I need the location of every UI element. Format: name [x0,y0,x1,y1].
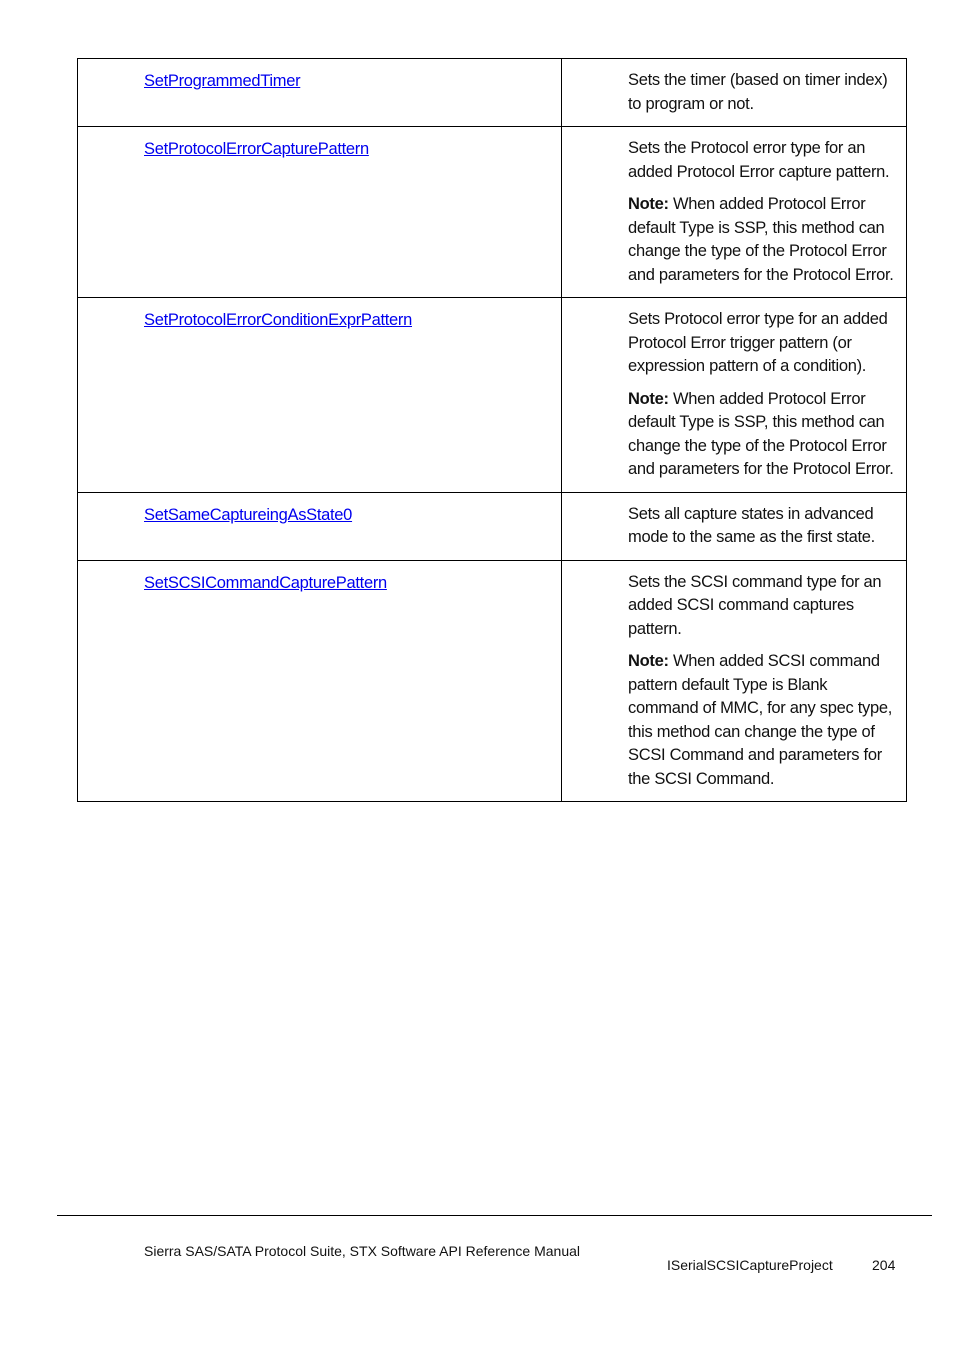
method-table [77,58,907,802]
method-note [628,650,898,791]
method-name-cell [78,492,562,560]
method-note [628,193,898,287]
method-link-set-programmed-timer[interactable]: SetProgrammedTimer [144,72,301,90]
note-label: Note: [628,195,669,213]
method-name-cell [78,560,562,802]
table-row [78,492,907,560]
note-text: When added Protocol Error default Type is SSP, this method can change the type of the Protocol Error and parameters for the Protocol Error. [628,195,894,284]
method-name-cell [78,298,562,493]
method-description: Sets all capture states in advanced mode to the same as the first state. [628,504,875,546]
method-name-cell [78,127,562,298]
method-description: Sets Protocol error type for an added Protocol Error trigger pattern (or expression pattern of a condition). [628,310,888,375]
note-label: Note: [628,389,669,408]
method-description-cell [562,127,907,298]
method-description: Sets the Protocol error type for an added Protocol Error capture pattern. [628,139,890,181]
method-name-cell [78,59,562,127]
method-link-set-scsi-command-capture-pattern[interactable]: SetSCSICommandCapturePattern [144,573,387,592]
method-description: Sets the SCSI command type for an added SCSI command captures pattern. [628,572,882,638]
method-description-cell [562,560,907,802]
method-link-set-same-captureing-as-state0[interactable]: SetSameCaptureingAsState0 [144,505,353,524]
method-description: Sets the timer (based on timer index) to program or not. [628,71,888,113]
note-text: When added SCSI command pattern default Type is Blank command of MMC, for any spec type, this method can change the type of SCSI Command and parameters for the SCSI Command. [628,652,892,788]
method-description-cell [562,492,907,560]
note-text: When added Protocol Error default Type is SSP, this method can change the type of the Protocol Error and parameters for the Protocol Error. [628,389,894,478]
table-row [78,127,907,298]
footer-section-name: ISerialSCSICaptureProject [667,1257,833,1273]
footer-divider [57,1215,932,1216]
note-label: Note: [628,652,669,670]
table-row [78,59,907,127]
method-note [628,388,898,482]
table-row [78,298,907,493]
method-link-set-protocol-error-capture-pattern[interactable]: SetProtocolErrorCapturePattern [144,140,369,158]
method-link-set-protocol-error-condition-expr-pattern[interactable]: SetProtocolErrorConditionExprPattern [144,311,413,329]
footer-manual-title: Sierra SAS/SATA Protocol Suite, STX Software API Reference Manual [144,1243,581,1259]
footer-page-number: 204 [872,1257,896,1273]
table-row [78,560,907,802]
method-description-cell [562,59,907,127]
method-description-cell [562,298,907,493]
